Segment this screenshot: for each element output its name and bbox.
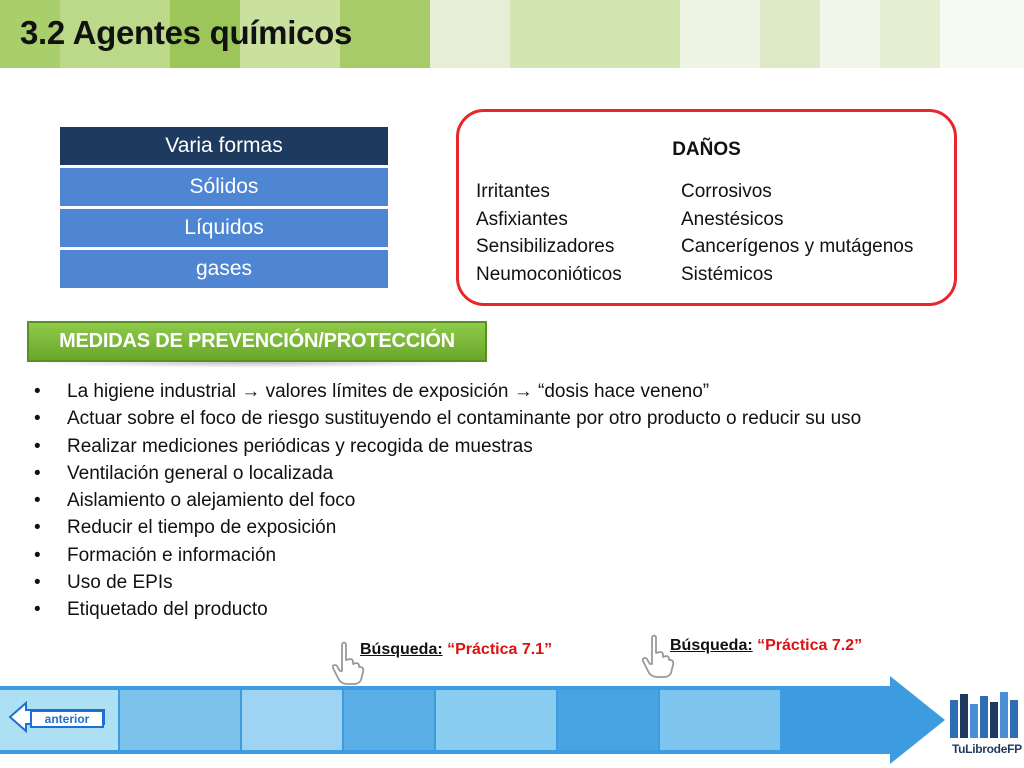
danos-column-1	[476, 178, 622, 288]
list-item-text: Etiquetado del producto	[67, 599, 268, 621]
list-item-text: Aislamiento o alejamiento del foco	[67, 490, 356, 512]
list-item	[34, 542, 861, 569]
search-label: Búsqueda:	[360, 641, 443, 658]
forms-item-liquidos: Líquidos	[60, 209, 388, 247]
list-item-text: Actuar sobre el foco de riesgo sustituyendo el contaminante por otro producto o reducir su uso	[67, 408, 862, 430]
search-link-practica-7-1[interactable]	[360, 641, 552, 659]
forms-header: Varia formas	[60, 127, 388, 165]
bullet-icon: •	[34, 490, 41, 512]
danos-item: Anestésicos	[681, 208, 784, 230]
list-item-text: Formación e información	[67, 544, 277, 566]
search-link-practica-7-2[interactable]	[670, 637, 862, 655]
list-item-text: Realizar mediciones periódicas y recogida de muestras	[67, 435, 533, 457]
bullet-icon: •	[34, 381, 41, 402]
list-item	[34, 460, 861, 487]
danos-item: Neumoconióticos	[476, 263, 622, 285]
list-item	[34, 405, 861, 432]
bullet-icon: •	[34, 599, 41, 621]
danos-item: Sistémicos	[681, 263, 773, 285]
search-value: “Práctica 7.1”	[447, 641, 553, 658]
danos-box	[456, 109, 957, 306]
list-item	[34, 487, 861, 514]
danos-title: DAÑOS	[672, 139, 741, 160]
bullet-icon: •	[34, 572, 41, 594]
back-button[interactable]: anterior	[30, 710, 104, 728]
bullet-icon: •	[34, 408, 41, 430]
list-item	[34, 514, 861, 541]
danos-item: Cancerígenos y mutágenos	[681, 236, 914, 257]
logo-text: TuLibrodeFP	[952, 742, 1022, 756]
bullet-icon: •	[34, 517, 41, 539]
list-item	[34, 596, 861, 623]
footer-arrow	[0, 672, 1024, 768]
forms-item-solidos: Sólidos	[60, 168, 388, 206]
bullet-icon: •	[34, 462, 41, 484]
list-item-text: Uso de EPIs	[67, 572, 173, 594]
measures-list	[34, 378, 861, 624]
danos-item: Corrosivos	[681, 181, 772, 202]
forms-item-gases: gases	[60, 250, 388, 288]
list-item	[34, 569, 861, 596]
danos-item: Sensibilizadores	[476, 236, 615, 257]
forms-table	[60, 127, 388, 291]
list-item	[34, 433, 861, 460]
danos-item: Asfixiantes	[476, 208, 568, 230]
list-item-text: Reducir el tiempo de exposición	[67, 517, 337, 539]
list-item-text: Ventilación general o localizada	[67, 462, 334, 484]
bullet-icon: •	[34, 435, 41, 457]
measures-label: MEDIDAS DE PREVENCIÓN/PROTECCIÓN	[27, 321, 487, 362]
list-item-text: La higiene industrial → valores límites de exposición → “dosis hace veneno”	[67, 381, 710, 402]
search-label: Búsqueda:	[670, 637, 753, 654]
page-title: 3.2 Agentes químicos	[20, 14, 353, 51]
danos-item: Irritantes	[476, 181, 550, 202]
bullet-icon: •	[34, 544, 41, 566]
list-item	[34, 378, 861, 405]
danos-column-2	[681, 178, 913, 288]
search-value: “Práctica 7.2”	[757, 637, 863, 654]
